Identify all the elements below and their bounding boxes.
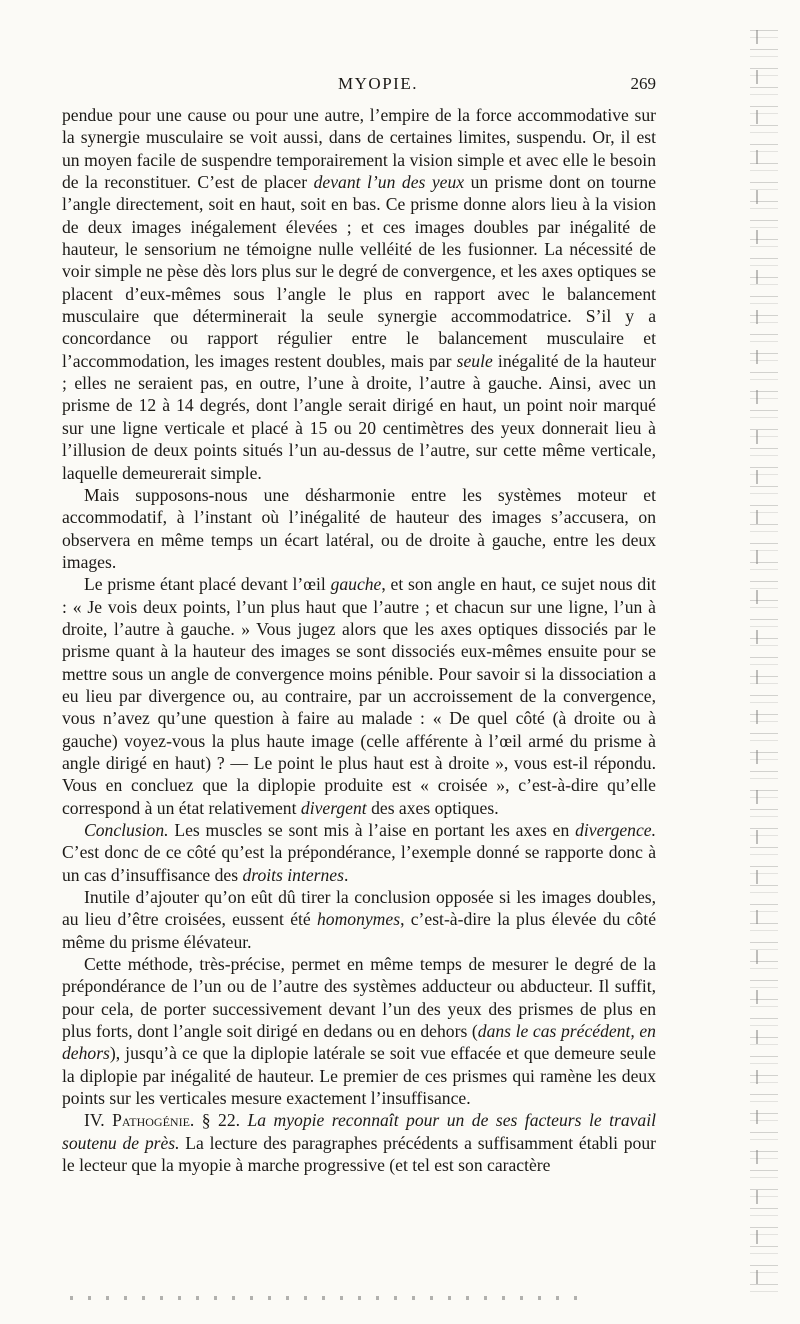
scan-gutter-marks	[750, 30, 778, 1300]
emphasis: seule	[456, 350, 493, 371]
emphasis: gauche	[330, 574, 382, 595]
paragraph-1: pendue pour une cause ou pour une autre, l’empire de la force accommodative sur la synergie musculaire se voit aussi, dans de certaines limites, suspendu. Or, il est un moyen facile de suspendre temporairement la vision simple et avec elle le besoin de la reconstituer. C’est de placer devant l’un des yeux un prisme dont on tourne l’angle directement, soit en haut, soit en bas. Ce prisme donne alors lieu à la vision de deux images inégalement élevées ; et ces images doubles par inégalité de hauteur, le sensorium ne témoigne nulle velléité de les fusionner. La nécessité de voir simple ne pèse dès lors plus sur le degré de convergence, et les axes optiques se placent d’eux-mêmes sous l’angle le plus en rapport avec le balancement musculaire que déterminerait la seule synergie accommodatrice. S’il y a concordance ou rapport régulier entre le balancement musculaire et l’accommodation, les images restent doubles, mais par seule inégalité de la hauteur ; elles ne seraient pas, en outre, l’une à droite, l’autre à gauche. Ainsi, avec un prisme de 12 à 14 degrés, dont l’angle serait dirigé en haut, un point noir marqué sur une ligne verticale et placé à 15 ou 20 centimètres des yeux donnerait lieu à l’illusion de deux points situés l’un au-dessus de l’autre, sur cette même verticale, laquelle demeurerait simple.	[62, 105, 657, 483]
page-header	[100, 74, 656, 100]
running-title: MYOPIE.	[338, 74, 418, 93]
paragraph-4: Conclusion. Les muscles se sont mis à l’aise en portant les axes en divergence. C’est donc de ce côté qu’est la prépondérance, l’exemple donné se rapporte donc à un cas d’insuffisance des droits internes.	[62, 820, 656, 885]
paragraph-3: Le prisme étant placé devant l’œil gauche, et son angle en haut, ce sujet nous dit : « Je vois deux points, l’un plus haut que l’autre ; et chacun sur une ligne, l’un à droite, l’autre à gauche. » Vous jugez alors que les axes optiques dissociés par le prisme quant à la hauteur des images se sont dissociés eux-mêmes ensuite pour se mettre sous un angle de convergence moins pénible. Pour savoir si la dissociation a eu lieu par divergence ou, au contraire, par un accroissement de la convergence, vous n’avez qu’une question à faire au malade : « De quel côté (à droite ou à gauche) voyez-vous la plus haute image (celle afférente à l’œil armé du prisme à angle dirigé en haut) ? — Le point le plus haut est à droite », vous est-il répondu. Vous en concluez que la diplopie produite est « croisée », c’est-à-dire qu’elle correspond à un état relativement divergent des axes optiques.	[62, 574, 656, 818]
section-heading: IV. Pathogénie.	[84, 1110, 195, 1131]
emphasis: devant l’un des yeux	[313, 172, 465, 193]
paragraph-7: IV. Pathogénie. § 22. La myopie reconnaît pour un de ses facteurs le travail soutenu de près. La lecture des paragraphes précédents a suffisamment établi pour le lecteur que la myopie à marche progressive (et tel est son caractère	[62, 1110, 657, 1176]
emphasis: divergence.	[575, 820, 656, 840]
scan-bottom-marks	[70, 1296, 590, 1300]
emphasis: homonymes	[316, 909, 401, 930]
body-text	[62, 104, 656, 1177]
page-number: 269	[630, 74, 656, 93]
emphasis: dans le cas précédent, en dehors	[62, 1021, 656, 1064]
section-thesis: La myopie reconnaît pour un de ses facteurs le travail soutenu de près.	[62, 1110, 657, 1153]
section-number: § 22.	[194, 1110, 248, 1131]
conclusion-label: Conclusion.	[84, 820, 169, 840]
emphasis: divergent	[300, 797, 367, 818]
emphasis: droits internes	[242, 864, 344, 885]
paragraph-5: Inutile d’ajouter qu’on eût dû tirer la conclusion opposée si les images doubles, au lieu d’être croisées, eussent été homonymes, c’est-à-dire la plus élevée du côté même du prisme élévateur.	[62, 887, 656, 952]
paragraph-2: Mais supposons-nous une désharmonie entre les systèmes moteur et accommodatif, à l’instant où l’inégalité de hauteur des images s’accusera, on observera en même temps un écart latéral, ou de droite à gauche, entre les deux images.	[62, 484, 656, 572]
paragraph-6: Cette méthode, très-précise, permet en même temps de mesurer le degré de la prépondérance de l’un ou de l’autre des systèmes adducteur ou abducteur. Il suffit, pour cela, de porter successivement devant l’un des yeux des prismes de plus en plus forts, dont l’angle soit dirigé en dedans ou en dehors (dans le cas précédent, en dehors), jusqu’à ce que la diplopie latérale se soit vue effacée et que demeure seule la diplopie par inégalité de hauteur. Le premier de ces prismes qui ramène les deux points sur les verticales mesure exactement l’insuffisance.	[62, 954, 656, 1109]
